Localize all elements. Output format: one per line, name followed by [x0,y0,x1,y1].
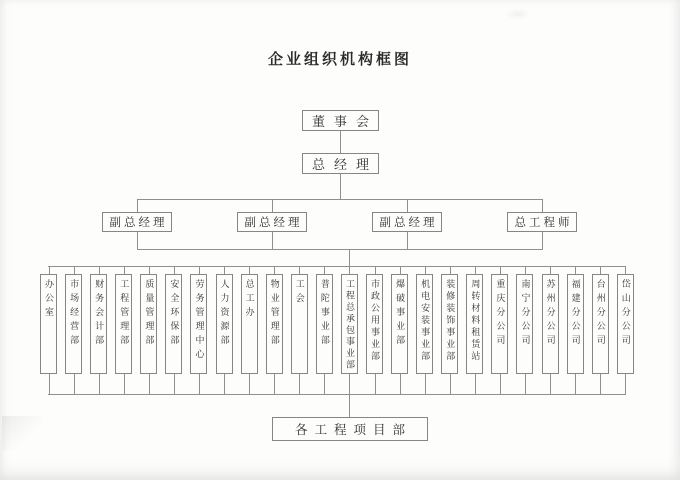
department-row [40,274,634,374]
dept-box [592,274,609,374]
scan-smudge [2,416,42,450]
dept-box [391,274,408,374]
connector-line [349,394,350,417]
dept-box [190,274,207,374]
dept-box [90,274,107,374]
board-of-directors-box: 董事会 [302,110,379,131]
dept-label: 台州分公司 [595,279,606,349]
dept-box [241,274,258,374]
connector-line [349,249,350,266]
dept-box [291,274,308,374]
dept-label: 福建分公司 [570,279,581,349]
connector-line [542,232,543,249]
connector-line [407,199,408,212]
connector-line [272,232,273,249]
dept-label: 岱山分公司 [620,279,631,349]
dept-label: 机电安装事业部 [420,279,431,363]
dept-label: 工程管理部 [119,279,130,349]
project-departments-box: 各工程项目部 [272,417,428,441]
dept-label: 爆破事业部 [395,279,406,349]
dept-box [516,274,533,374]
connector-line [137,199,543,200]
connector-line [407,232,408,249]
dept-box [40,274,57,374]
dept-box [216,274,233,374]
dept-box [441,274,458,374]
deputy-gm-box: 副总经理 [102,212,172,232]
dept-box [316,274,333,374]
dept-box [115,274,132,374]
dept-box [617,274,634,374]
dept-label: 普陀事业部 [319,279,330,349]
dept-box [266,274,283,374]
dept-label: 物业管理部 [269,279,280,349]
page-title: 企业组织机构框图 [267,52,412,68]
dept-box [341,274,358,374]
dept-box [366,274,383,374]
deputy-gm-box: 副总经理 [372,212,442,232]
connector-line [48,266,626,267]
dept-label: 市政公用事业部 [370,279,381,363]
dept-box [491,274,508,374]
dept-label: 劳务管理中心 [194,279,205,363]
dept-box [466,274,483,374]
dept-box [416,274,433,374]
connector-line [48,394,626,395]
dept-label: 安全环保部 [169,279,180,349]
connector-line [340,131,341,153]
chief-engineer-box: 总工程师 [507,212,577,232]
connector-line [137,199,138,212]
dept-box [567,274,584,374]
dept-box [140,274,157,374]
connector-line [542,199,543,212]
dept-box [165,274,182,374]
dept-label: 南宁分公司 [520,279,531,349]
deputy-gm-box: 副总经理 [237,212,307,232]
connector-line [137,249,543,250]
dept-box [542,274,559,374]
dept-label: 总工办 [244,279,255,321]
connector-line [137,232,138,249]
dept-label: 财务会计部 [94,279,105,349]
scan-smudge [505,8,531,20]
dept-label: 装修装饰事业部 [445,279,456,363]
dept-label: 重庆分公司 [495,279,506,349]
general-manager-box: 总经理 [302,153,379,174]
connector-line [340,174,341,199]
dept-label: 市场经营部 [69,279,80,349]
dept-label: 质量管理部 [144,279,155,349]
dept-label: 工程总承包事业部 [344,279,355,371]
dept-label: 办公室 [44,279,54,321]
connector-line [272,199,273,212]
dept-label: 周转材料租赁站 [470,279,481,363]
dept-label: 工会 [294,279,305,307]
dept-box [65,274,82,374]
dept-label: 苏州分公司 [545,279,556,349]
dept-label: 人力资源部 [219,279,230,349]
